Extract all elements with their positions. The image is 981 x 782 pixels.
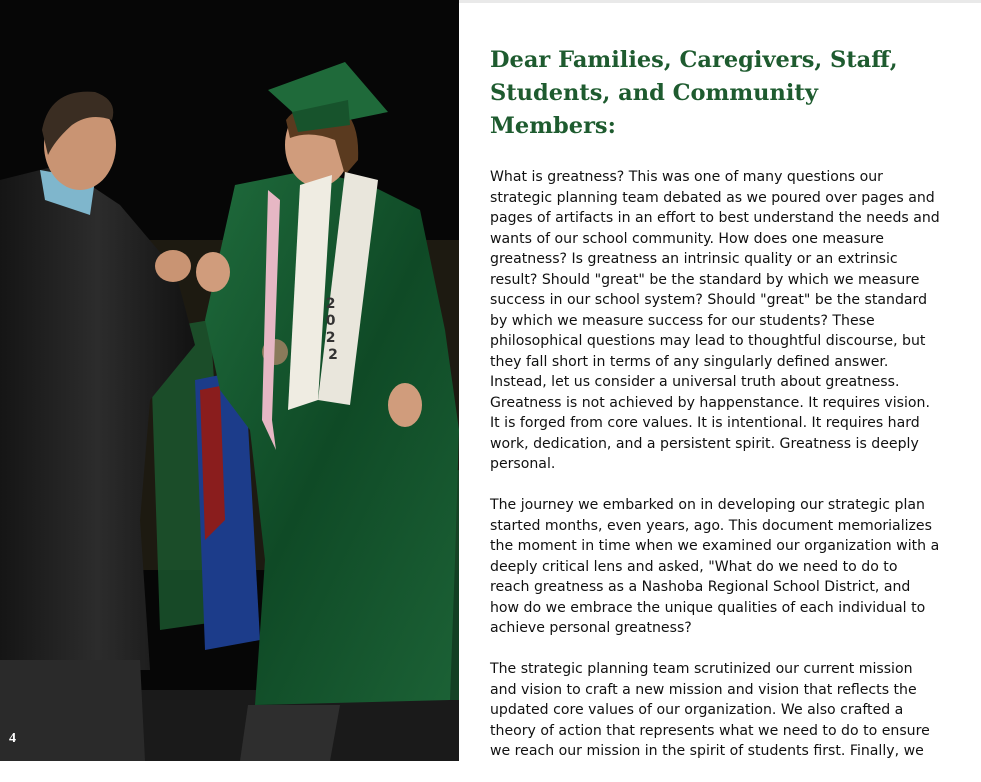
graduation-photo	[0, 0, 459, 761]
page-number: 4	[9, 731, 16, 746]
top-rule	[459, 0, 981, 3]
letter-paragraph-1: What is greatness? This was one of many questions our strategic planning team debated as we poured over pages and pages of artifacts in an effort to best understand the needs and wants of our school community. How does one measure greatness? Is greatness an intrinsic quality or an extrinsic result? Should "great" be the standard by which we measure success in our school system? Should "great" be the standard by which we measure success for our students? These philosophical questions may lead to thoughtful discourse, but they fall short in terms of any singularly defined answer. Instead, let us consider a universal truth about greatness. Greatness is not achieved by happenstance. It requires vision. It is forged from core values. It is intentional. It requires hard work, dedication, and a persistent spirit. Greatness is deeply personal.	[490, 169, 940, 472]
letter-section	[490, 44, 940, 782]
sash-year-1: 2	[325, 296, 336, 312]
letter-heading: Dear Families, Caregivers, Staff, Students, and Community Members:	[490, 47, 898, 139]
letter-paragraph-2: The journey we embarked on in developing our strategic plan started months, even years, ago. This document memorializes the moment in time when we examined our organization with a deeply critical lens and asked, "What do we need to do to reach greatness as a Nashoba Regional School District, and how do we embrace the unique qualities of each individual to achieve personal greatness?	[490, 497, 940, 636]
sash-year-4: 2	[328, 347, 338, 363]
sash-year-3: 2	[325, 330, 336, 346]
sash-year-2: 0	[325, 313, 336, 329]
faculty-fist	[155, 250, 191, 282]
graduation-photo-illustration	[0, 0, 459, 761]
letter-paragraph-3: The strategic planning team scrutinized our current mission and vision to craft a new mission and vision that reflects the updated core values of our organization. We also crafted a theory of action that represents what we need to do to ensure we reach our mission in the spirit of students first. Finally, we	[490, 661, 930, 759]
graduate-fist	[196, 252, 230, 292]
